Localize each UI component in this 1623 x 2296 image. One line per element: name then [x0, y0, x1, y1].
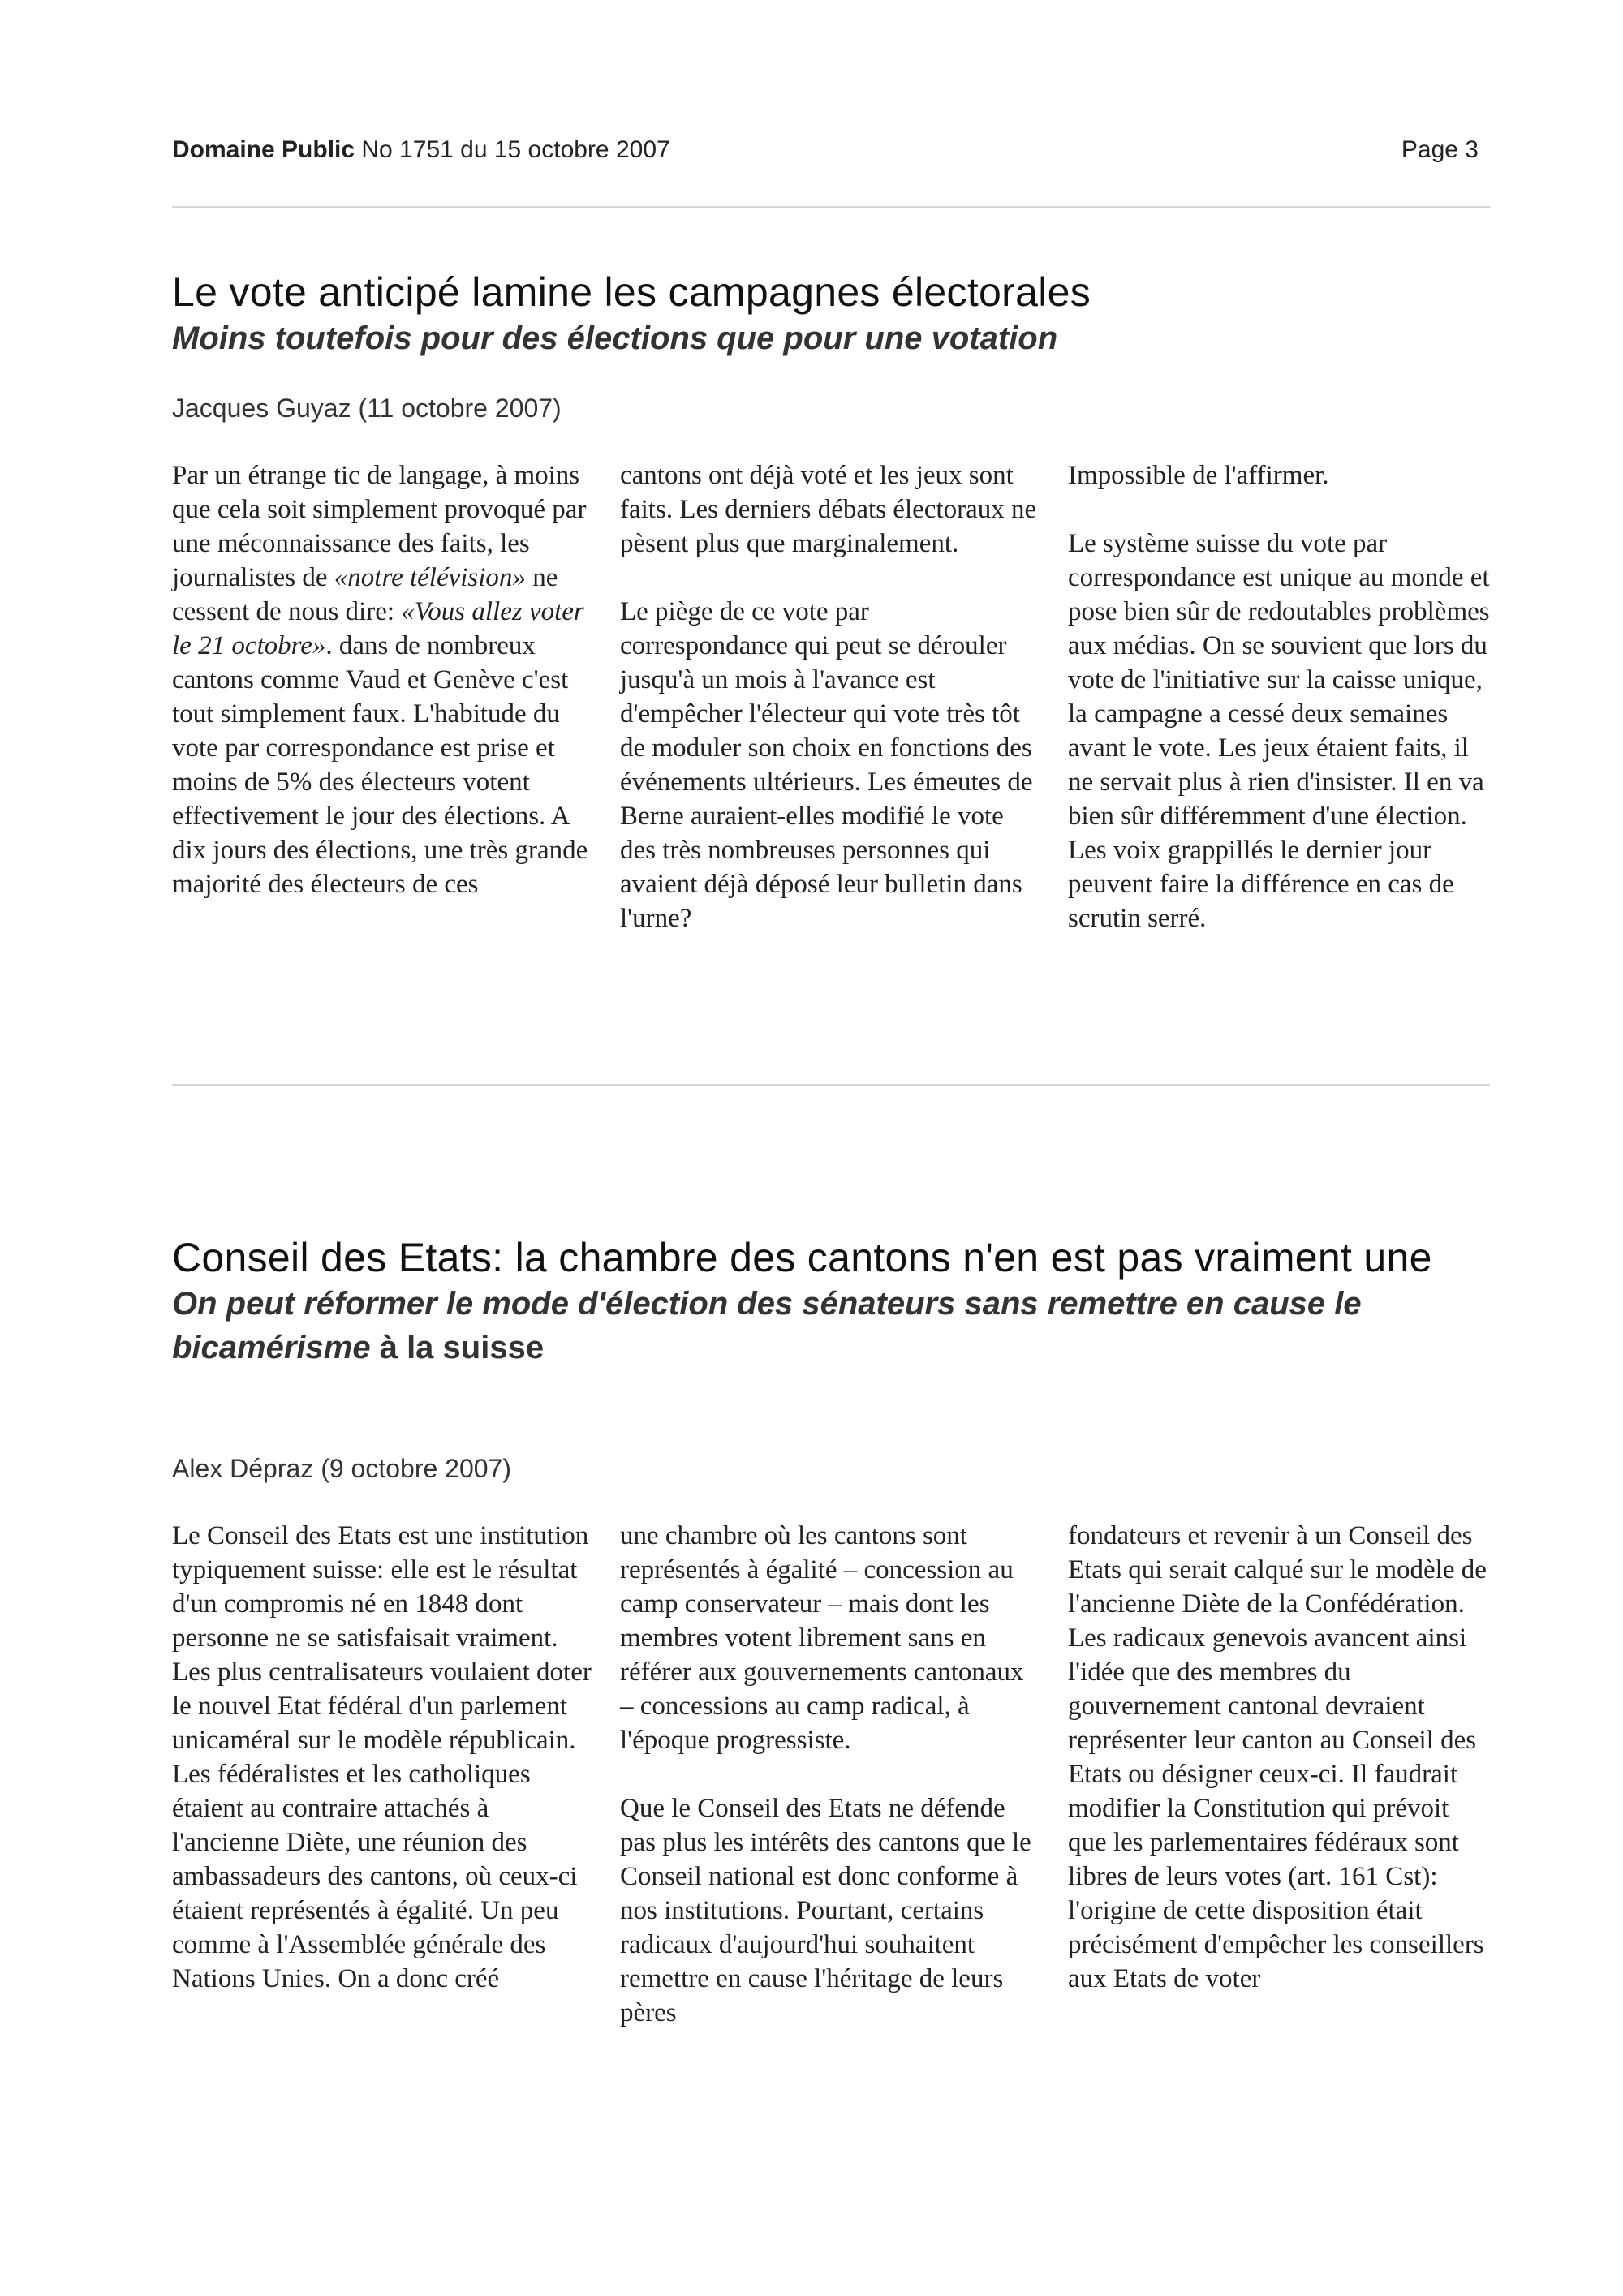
article-title: Le vote anticipé lamine les campagnes électorales: [172, 269, 1091, 315]
article-columns: [172, 458, 1490, 935]
article-column-2: [620, 458, 1042, 935]
quote: «notre télévision»: [334, 563, 526, 592]
article-column-1: [172, 1519, 594, 2030]
publication-name: Domaine Public: [172, 136, 355, 163]
paragraph: cantons ont déjà voté et les jeux sont faits. Les derniers débats électoraux ne pèsent plus que marginalement.: [620, 461, 1037, 558]
issue-info: No 1751 du 15 octobre 2007: [361, 136, 670, 163]
article-vote-anticipe: [172, 268, 1490, 933]
paragraph: Le Conseil des Etats est une institution typiquement suisse: elle est le résultat d'un compromis né en 1848 dont personne ne se satisfaisait vraiment. Les plus centralisateurs voulaient doter le nouvel Etat fédéral d'un parlement unicaméral sur le modèle républicain. Les fédéralistes et les catholiques étaient au contraire attachés à l'ancienne Diète, une réunion des ambassadeurs des cantons, où ceux-ci étaient représentés à égalité. Un peu comme à l'Assemblée générale des Nations Unies. On a donc créé: [172, 1521, 592, 1993]
article-column-2: [620, 1519, 1042, 2030]
paragraph: une chambre où les cantons sont représentés à égalité – concession au camp conservateur – mais dont les membres votent librement sans en référer aux gouvernements cantonaux – concessions au camp radical, à l'époque progressiste.: [620, 1521, 1024, 1755]
paragraph: Le piège de ce vote par correspondance qui peut se dérouler jusqu'à un mois à l'avance est d'empêcher l'électeur qui vote très tôt de moduler son choix en fonctions des événements ultérieurs. Les émeutes de Berne auraient-elles modifié le vote des très nombreuses personnes qui avaient déjà déposé leur bulletin dans l'urne?: [620, 597, 1033, 933]
paragraph: Impossible de l'affirmer.: [1068, 461, 1329, 490]
page-header: [172, 136, 1490, 169]
paragraph: [172, 458, 594, 901]
article-byline: Jacques Guyaz (11 octobre 2007): [172, 393, 562, 423]
header-divider: [172, 206, 1490, 208]
article-column-3: [1068, 1519, 1490, 2030]
quote: «Vous allez voter le 21 octobre»: [172, 597, 584, 660]
article-columns: [172, 1519, 1490, 2030]
paragraph: Que le Conseil des Etats ne défende pas plus les intérêts des cantons que le Conseil national est donc conforme à nos institutions. Pourtant, certains radicaux d'aujourd'hui souhaitent remettre en cause l'héritage de leurs pères: [620, 1794, 1031, 2027]
paragraph: fondateurs et revenir à un Conseil des Etats qui serait calqué sur le modèle de l'ancienne Diète de la Confédération. Les radicaux genevois avancent ainsi l'idée que des membres du gouvernement cantonal devraient représenter leur canton au Conseil des Etats ou désigner ceux-ci. Il faudrait modifier la Constitution qui prévoit que les parlementaires fédéraux sont libres de leurs votes (art. 161 Cst): l'origine de cette disposition était précisément d'empêcher les conseillers aux Etats de voter: [1068, 1521, 1487, 1993]
subtitle-roman: à la suisse: [370, 1330, 545, 1365]
text-run: . dans de nombreux cantons comme Vaud et Genève c'est tout simplement faux. L'habitude du vote par correspondance est prise et moins de 5% des électeurs votent effectivement le jour des élections. A dix jours des élections, une très grande majorité des électeurs de ces: [172, 631, 588, 899]
text-run: Par un étrange tic de langage, à moins que cela soit simplement provoqué par une méconnaissance des faits, les journalistes de: [172, 461, 587, 592]
article-byline: Alex Dépraz (9 octobre 2007): [172, 1454, 511, 1483]
article-column-3: [1068, 458, 1490, 935]
page-number: Page 3: [1401, 136, 1479, 163]
article-title: Conseil des Etats: la chambre des cantons n'en est pas vraiment une: [172, 1235, 1432, 1280]
paragraph: Le système suisse du vote par correspondance est unique au monde et pose bien sûr de redoutables problèmes aux médias. On se souvient que lors du vote de l'initiative sur la caisse unique, la campagne a cessé deux semaines avant le vote. Les jeux étaient faits, il ne servait plus à rien d'insister. Il en va bien sûr différemment d'une élection. Les voix grappillés le dernier jour peuvent faire la différence en cas de scrutin serré.: [1068, 529, 1490, 933]
article-subtitle: Moins toutefois pour des élections que pour une votation: [172, 320, 1058, 356]
article-subtitle: [172, 1282, 1490, 1369]
article-conseil-des-etats: [172, 1233, 1490, 2027]
subtitle-italic: On peut réformer le mode d'élection des sénateurs sans remettre en cause le bicamérisme: [172, 1286, 1362, 1365]
article-column-1: [172, 458, 594, 935]
text-run: ne cessent de nous dire:: [172, 563, 558, 626]
article-divider: [172, 1084, 1490, 1086]
